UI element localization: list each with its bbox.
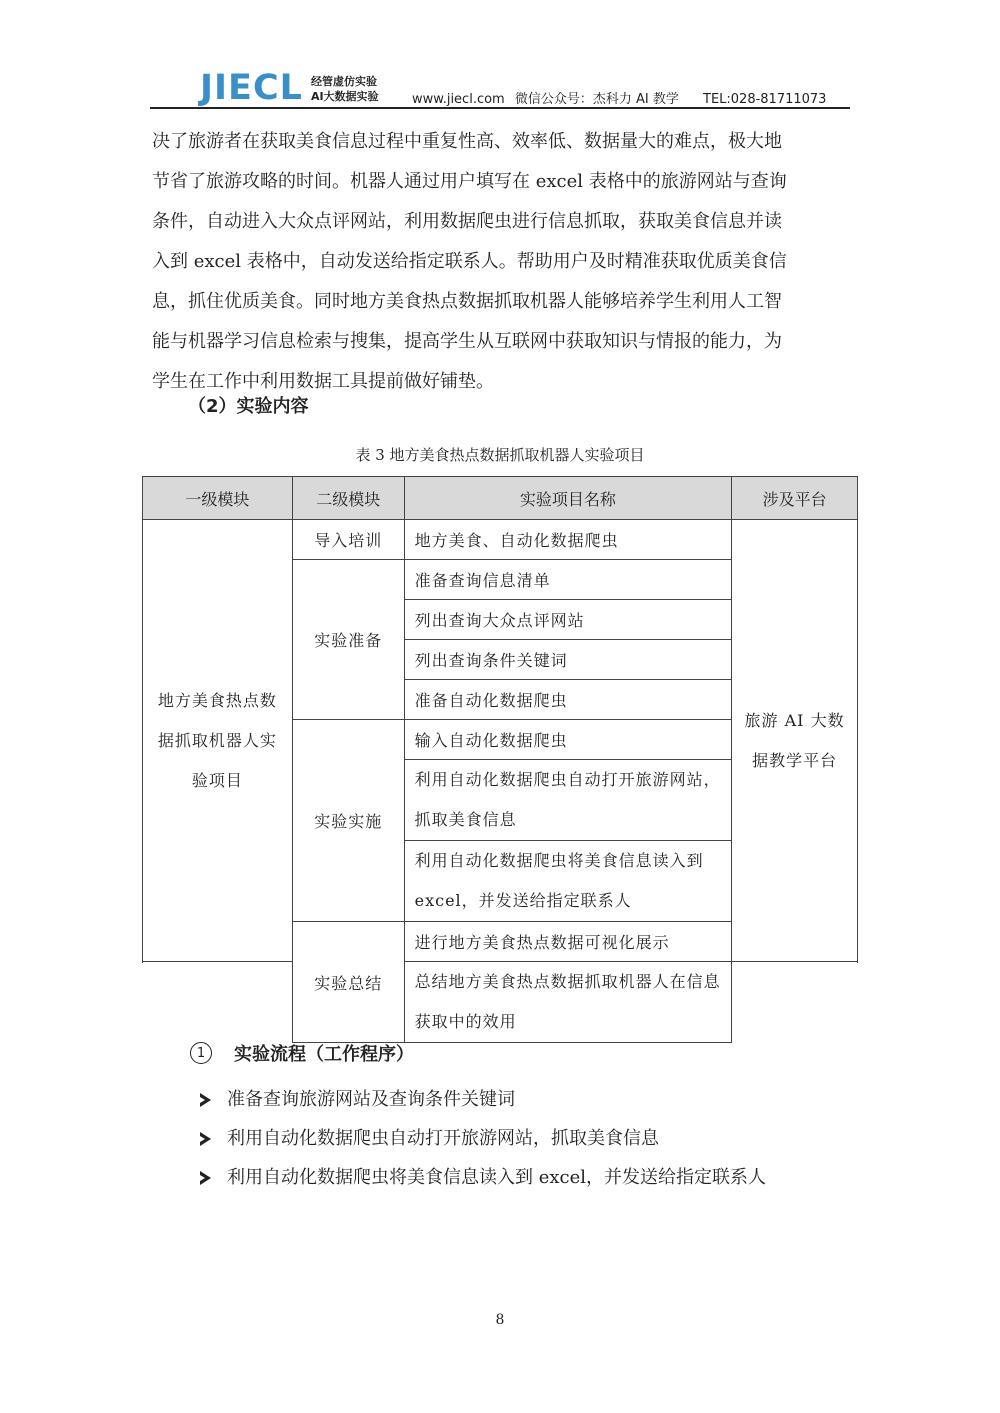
step-text: 利用自动化数据爬虫自动打开旅游网站，抓取美食信息: [227, 1127, 659, 1149]
flow-steps-list: [200, 1080, 766, 1197]
logo-tagline: [311, 74, 379, 104]
page-header: [150, 68, 850, 108]
flow-heading: [190, 1040, 414, 1066]
logo-tagline-line-2: AI大数据实验: [310, 90, 379, 103]
experiment-table: [142, 476, 858, 1043]
list-item: [200, 1080, 766, 1119]
experiment-item: 利用自动化数据爬虫自动打开旅游网站，抓取美食信息: [404, 760, 732, 841]
header-item-name: 实验项目名称: [404, 477, 732, 520]
section-heading: （2）实验内容: [188, 396, 309, 417]
experiment-item: 总结地方美食热点数据抓取机器人在信息获取中的效用: [404, 962, 732, 1043]
experiment-item: 利用自动化数据爬虫将美食信息读入到 excel，并发送给指定联系人: [404, 841, 732, 922]
level1-module: 地方美食热点数据抓取机器人实验项目: [143, 520, 293, 962]
header-contact-info: [412, 88, 826, 107]
header-wechat: 微信公众号：杰科力 AI 教学: [514, 92, 679, 107]
body-line: 决了旅游者在获取美食信息过程中重复性高、效率低、数据量大的难点，极大地: [152, 131, 782, 152]
experiment-item: 准备自动化数据爬虫: [404, 680, 732, 720]
experiment-item: 地方美食、自动化数据爬虫: [404, 520, 732, 560]
jiecl-logo: [200, 68, 379, 106]
header-level1: 一级模块: [143, 477, 293, 520]
experiment-item: 列出查询大众点评网站: [404, 600, 732, 640]
list-item: [200, 1119, 766, 1158]
experiment-item: 进行地方美食热点数据可视化展示: [404, 922, 732, 962]
platform-cell: 旅游 AI 大数据教学平台: [732, 520, 858, 962]
header-platform: 涉及平台: [732, 477, 858, 520]
header-divider: [150, 107, 850, 109]
circled-number-icon: 1: [190, 1042, 212, 1064]
table-header-row: [143, 477, 858, 520]
logo-wordmark: JIECL: [200, 68, 303, 108]
arrow-bullet-icon: [200, 1093, 211, 1107]
header-website: www.jiecl.com: [412, 92, 505, 107]
flow-heading-text: 实验流程（工作程序）: [234, 1044, 414, 1065]
level2-module: 实验总结: [292, 922, 404, 1043]
table-row: [143, 520, 858, 560]
step-text: 利用自动化数据爬虫将美食信息读入到 excel，并发送给指定联系人: [227, 1166, 767, 1188]
list-item: [200, 1158, 766, 1197]
experiment-item: 输入自动化数据爬虫: [404, 720, 732, 760]
body-line: 节省了旅游攻略的时间。机器人通过用户填写在 excel 表格中的旅游网站与查询: [152, 171, 787, 192]
step-text: 准备查询旅游网站及查询条件关键词: [227, 1088, 515, 1110]
arrow-bullet-icon: [200, 1132, 211, 1146]
body-line: 入到 excel 表格中，自动发送给指定联系人。帮助用户及时精准获取优质美食信: [152, 251, 787, 272]
header-telephone: TEL:028-81711073: [703, 92, 827, 107]
body-line: 能与机器学习信息检索与搜集，提高学生从互联网中获取知识与情报的能力，为: [152, 331, 782, 352]
arrow-bullet-icon: [200, 1171, 211, 1185]
level2-module: 导入培训: [292, 520, 404, 560]
table-caption: 表 3 地方美食热点数据抓取机器人实验项目: [355, 446, 645, 464]
header-level2: 二级模块: [292, 477, 404, 520]
body-line: 息，抓住优质美食。同时地方美食热点数据抓取机器人能够培养学生利用人工智: [152, 291, 782, 312]
level2-module: 实验准备: [292, 560, 404, 720]
body-line: 条件，自动进入大众点评网站，利用数据爬虫进行信息抓取，获取美食信息并读: [152, 211, 782, 232]
body-paragraph: [152, 122, 852, 402]
page-number: 8: [495, 1312, 505, 1328]
experiment-item: 准备查询信息清单: [404, 560, 732, 600]
experiment-item: 列出查询条件关键词: [404, 640, 732, 680]
body-line: 学生在工作中利用数据工具提前做好铺垫。: [152, 371, 494, 392]
logo-tagline-line-1: 经管虚仿实验: [310, 75, 377, 88]
level2-module: 实验实施: [292, 720, 404, 922]
